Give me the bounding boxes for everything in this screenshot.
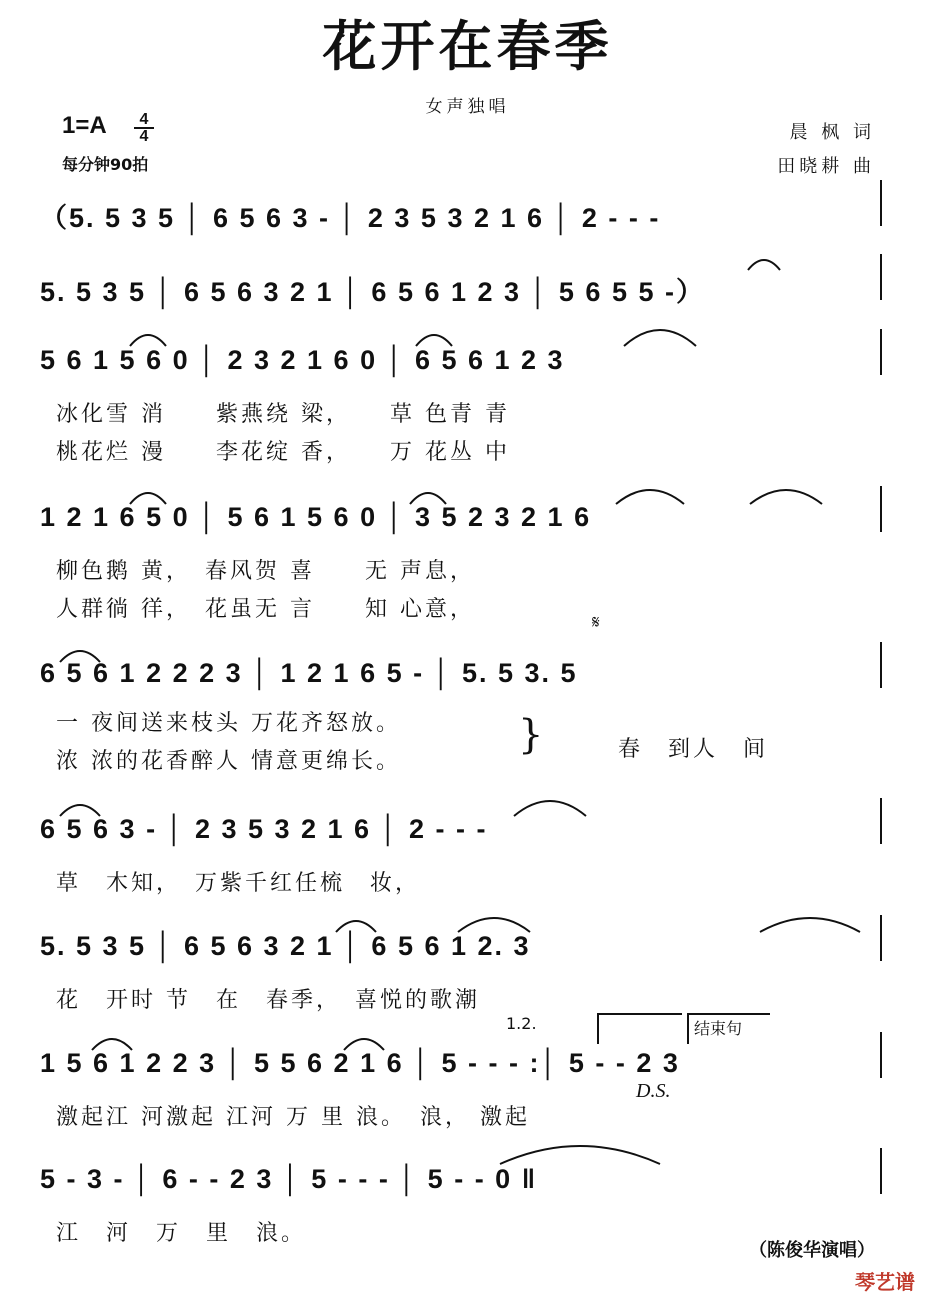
time-signature-bottom: 4 [134,127,154,144]
slur [92,1039,132,1050]
melody-line: 6 5 6 3 - │ 2 3 5 3 2 1 6 │ 2 - - - [40,814,488,844]
segno-sign: 𝄋 [592,612,600,633]
slur [130,493,166,504]
melody-line: 5 - 3 - │ 6 - - 2 3 │ 5 - - - │ 5 - - 0 ‖ [40,1164,538,1194]
site-watermark: 琴艺谱 [855,1270,915,1294]
end-phrase-label: 结束句 [694,1019,743,1038]
slur [748,260,780,270]
volta-ending-label: 1.2. [506,1014,537,1033]
performance-type: 女声独唱 [425,97,510,117]
verse-brace: } [518,712,544,758]
slur [344,1039,384,1050]
slur [410,493,446,504]
slur [458,918,530,932]
lyrics-verse-1: 柳色鹅 黄， 春风贺 喜 无 声息， [56,559,475,584]
end-phrase-bracket [688,1014,770,1044]
lyrics-verse-2: 浓 浓的花香醉人 情意更绵长。 [56,749,401,774]
slur [624,330,696,346]
lyrics-verse-2: 桃花烂 漫 李花绽 香， 万 花丛 中 [56,440,510,465]
slur [130,335,166,346]
tie [500,1146,660,1164]
slur [514,801,586,816]
lyrics-verse-1: 江 河 万 里 浪。 [56,1221,307,1246]
slur [336,921,376,932]
performer-credit: （陈俊华演唱） [749,1240,875,1261]
melody-line: 5. 5 3 5 │ 6 5 6 3 2 1 │ 6 5 6 1 2. 3 [40,931,531,961]
melody-line: （5. 5 3 5 │ 6 5 6 3 - │ 2 3 5 3 2 1 6 │ 2 - - - [40,203,661,233]
melody-line: 5. 5 3 5 │ 6 5 6 3 2 1 │ 6 5 6 1 2 3 │ 5 6 5 5 -） [40,277,705,307]
lyrics-verse-1: 激起江 河激起 江河 万 里 浪。 浪， 激起 [56,1105,530,1130]
dal-segno-marking: D.S. [636,1080,671,1102]
slur [60,651,100,662]
melody-line: 1 2 1 6 5 0 │ 5 6 1 5 6 0 │ 3 5 2 3 2 1 6 [40,502,592,532]
lyricist-credit: 晨 枫 词 [789,122,875,143]
melody-line: 6 5 6 1 2 2 2 3 │ 1 2 1 6 5 - │ 5. 5 3. 5 [40,658,578,688]
lyrics-verse-1: 冰化雪 消 紫燕绕 梁， 草 色青 青 [56,402,510,427]
volta-bracket [598,1014,682,1044]
slur [760,918,860,932]
slur [750,490,822,504]
melody-line: 5 6 1 5 6 0 │ 2 3 2 1 6 0 │ 6 5 6 1 2 3 [40,345,565,375]
lyrics-verse-1: 草 木知， 万紫千红任梳 妆， [56,871,421,896]
tempo-marking: 每分钟90拍 [62,155,149,174]
melody-line: 1 5 6 1 2 2 3 │ 5 5 6 2 1 6 │ 5 - - - :│ 5 - - 2 3 [40,1048,680,1078]
song-title: 花开在春季 [322,14,613,78]
lyrics-verse-1: 花 开时 节 在 春季， 喜悦的歌潮 [56,988,480,1013]
composer-credit: 田晓耕 曲 [777,156,875,177]
lyrics-verse-1: 一 夜间送来枝头 万花齐怒放。 [56,711,401,736]
lyrics-verse-2: 人群徜 徉， 花虽无 言 知 心意， [56,597,475,622]
slur [60,805,100,816]
time-signature-top: 4 [139,111,149,128]
chorus-lyric: 春 到人 间 [618,737,769,762]
slur [416,335,452,346]
slur [616,490,684,504]
key-signature: 1=A [62,112,107,139]
